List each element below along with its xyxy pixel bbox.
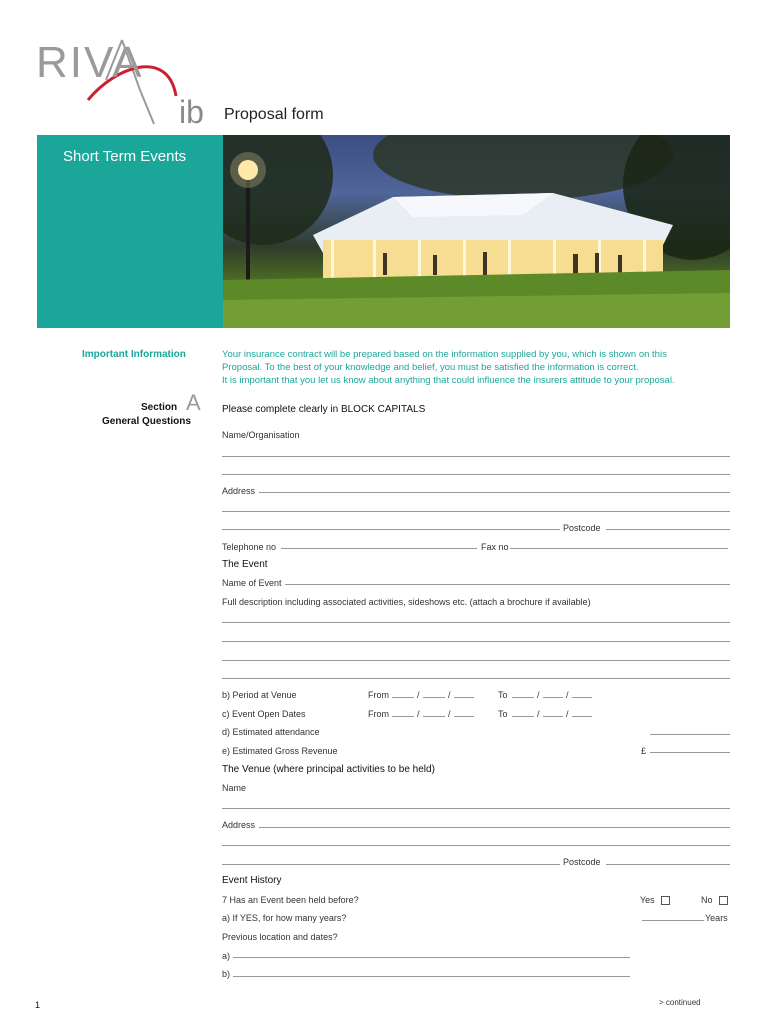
open-from-year[interactable]: [454, 716, 474, 717]
period-from-year[interactable]: [454, 697, 474, 698]
previous-b-label: b): [222, 969, 231, 979]
hero-title: Short Term Events: [63, 148, 187, 165]
name-org-label: Name/Organisation: [222, 430, 300, 440]
form-title: Proposal form: [224, 106, 324, 123]
period-from-label: From: [368, 690, 389, 700]
open-from-slash-1: /: [417, 709, 420, 719]
venue-postcode-field[interactable]: [606, 864, 730, 865]
open-to-year[interactable]: [572, 716, 592, 717]
address-field-2[interactable]: [222, 511, 730, 512]
telephone-label: Telephone no: [222, 542, 277, 552]
venue-address-field-2[interactable]: [222, 845, 730, 846]
open-to-slash-1: /: [537, 709, 540, 719]
period-to-slash-2: /: [566, 690, 569, 700]
previous-a-label: a): [222, 951, 231, 961]
important-info-text-2: Proposal. To the best of your knowledge and belief, you must be satisfied the information is correct.: [222, 362, 639, 373]
event-heading: The Event: [222, 559, 268, 570]
how-many-years-question: a) If YES, for how many years?: [222, 913, 347, 923]
period-to-day[interactable]: [512, 697, 534, 698]
section-title: General Questions: [102, 416, 191, 427]
period-to-year[interactable]: [572, 697, 592, 698]
yes-checkbox[interactable]: [661, 896, 670, 905]
period-from-month[interactable]: [423, 697, 445, 698]
open-to-label: To: [498, 709, 508, 719]
riva-logo: [36, 38, 216, 130]
address-field-3[interactable]: [222, 529, 560, 530]
section-letter: A: [186, 390, 201, 415]
venue-address-label: Address: [222, 820, 256, 830]
important-info-text-1: Your insurance contract will be prepared based on the information supplied by you, which is shown on this: [222, 349, 667, 360]
name-org-field-1[interactable]: [222, 456, 730, 457]
postcode-label: Postcode: [563, 523, 601, 533]
event-description-field-4[interactable]: [222, 678, 730, 679]
period-from-slash-2: /: [448, 690, 451, 700]
pound-symbol: £: [641, 746, 647, 756]
name-org-field-2[interactable]: [222, 474, 730, 475]
period-to-slash-1: /: [537, 690, 540, 700]
no-option[interactable]: [701, 895, 728, 905]
previous-location-label: Previous location and dates?: [222, 932, 338, 942]
venue-address-field-1[interactable]: [259, 827, 730, 828]
previous-b-field[interactable]: [233, 976, 630, 977]
no-checkbox[interactable]: [719, 896, 728, 905]
logo-main-text: RIVA: [36, 38, 144, 87]
event-description-label: Full description including associated activities, sideshows etc. (attach a brochure if available): [222, 597, 591, 607]
fax-field[interactable]: [510, 548, 728, 549]
years-field[interactable]: [642, 920, 704, 921]
period-from-day[interactable]: [392, 697, 414, 698]
yes-option[interactable]: [640, 895, 670, 905]
section-label: Section: [141, 402, 178, 413]
important-info-label: Important Information: [82, 349, 186, 360]
held-before-question: 7 Has an Event been held before?: [222, 895, 359, 905]
page-number: 1: [35, 1000, 41, 1010]
important-info-text-3: It is important that you let us know about anything that could influence the insurers attitude to your proposal.: [222, 375, 675, 386]
open-from-month[interactable]: [423, 716, 445, 717]
address-label: Address: [222, 486, 256, 496]
open-from-slash-2: /: [448, 709, 451, 719]
event-description-field-2[interactable]: [222, 641, 730, 642]
postcode-field[interactable]: [606, 529, 730, 530]
event-description-field-3[interactable]: [222, 660, 730, 661]
event-description-field-1[interactable]: [222, 622, 730, 623]
period-to-label: To: [498, 690, 508, 700]
period-from-slash-1: /: [417, 690, 420, 700]
address-field-1[interactable]: [259, 492, 730, 493]
telephone-field[interactable]: [281, 548, 477, 549]
period-at-venue-label: b) Period at Venue: [222, 690, 297, 700]
revenue-field[interactable]: [650, 752, 730, 753]
years-label: Years: [705, 913, 728, 923]
event-name-label: Name of Event: [222, 578, 282, 588]
venue-name-field[interactable]: [222, 808, 730, 809]
fax-label: Fax no: [481, 542, 509, 552]
previous-a-field[interactable]: [233, 957, 630, 958]
open-from-day[interactable]: [392, 716, 414, 717]
open-from-label: From: [368, 709, 389, 719]
open-to-slash-2: /: [566, 709, 569, 719]
period-to-month[interactable]: [543, 697, 563, 698]
open-to-day[interactable]: [512, 716, 534, 717]
logo-sub-text: ib: [179, 94, 204, 130]
block-capitals-instruction: Please complete clearly in BLOCK CAPITALS: [222, 404, 426, 415]
event-name-field[interactable]: [285, 584, 730, 585]
event-tent-photo: [223, 135, 730, 328]
attendance-field[interactable]: [650, 734, 730, 735]
venue-name-label: Name: [222, 783, 247, 793]
venue-heading: The Venue (where principal activities to be held): [222, 764, 435, 775]
open-to-month[interactable]: [543, 716, 563, 717]
hero-panel: [37, 135, 223, 328]
venue-address-field-3[interactable]: [222, 864, 560, 865]
attendance-label: d) Estimated attendance: [222, 727, 320, 737]
venue-postcode-label: Postcode: [563, 857, 601, 867]
continued-label: > continued: [659, 998, 701, 1007]
revenue-label: e) Estimated Gross Revenue: [222, 746, 338, 756]
open-dates-label: c) Event Open Dates: [222, 709, 306, 719]
no-label: No: [701, 895, 713, 905]
yes-label: Yes: [640, 895, 655, 905]
history-heading: Event History: [222, 875, 282, 886]
